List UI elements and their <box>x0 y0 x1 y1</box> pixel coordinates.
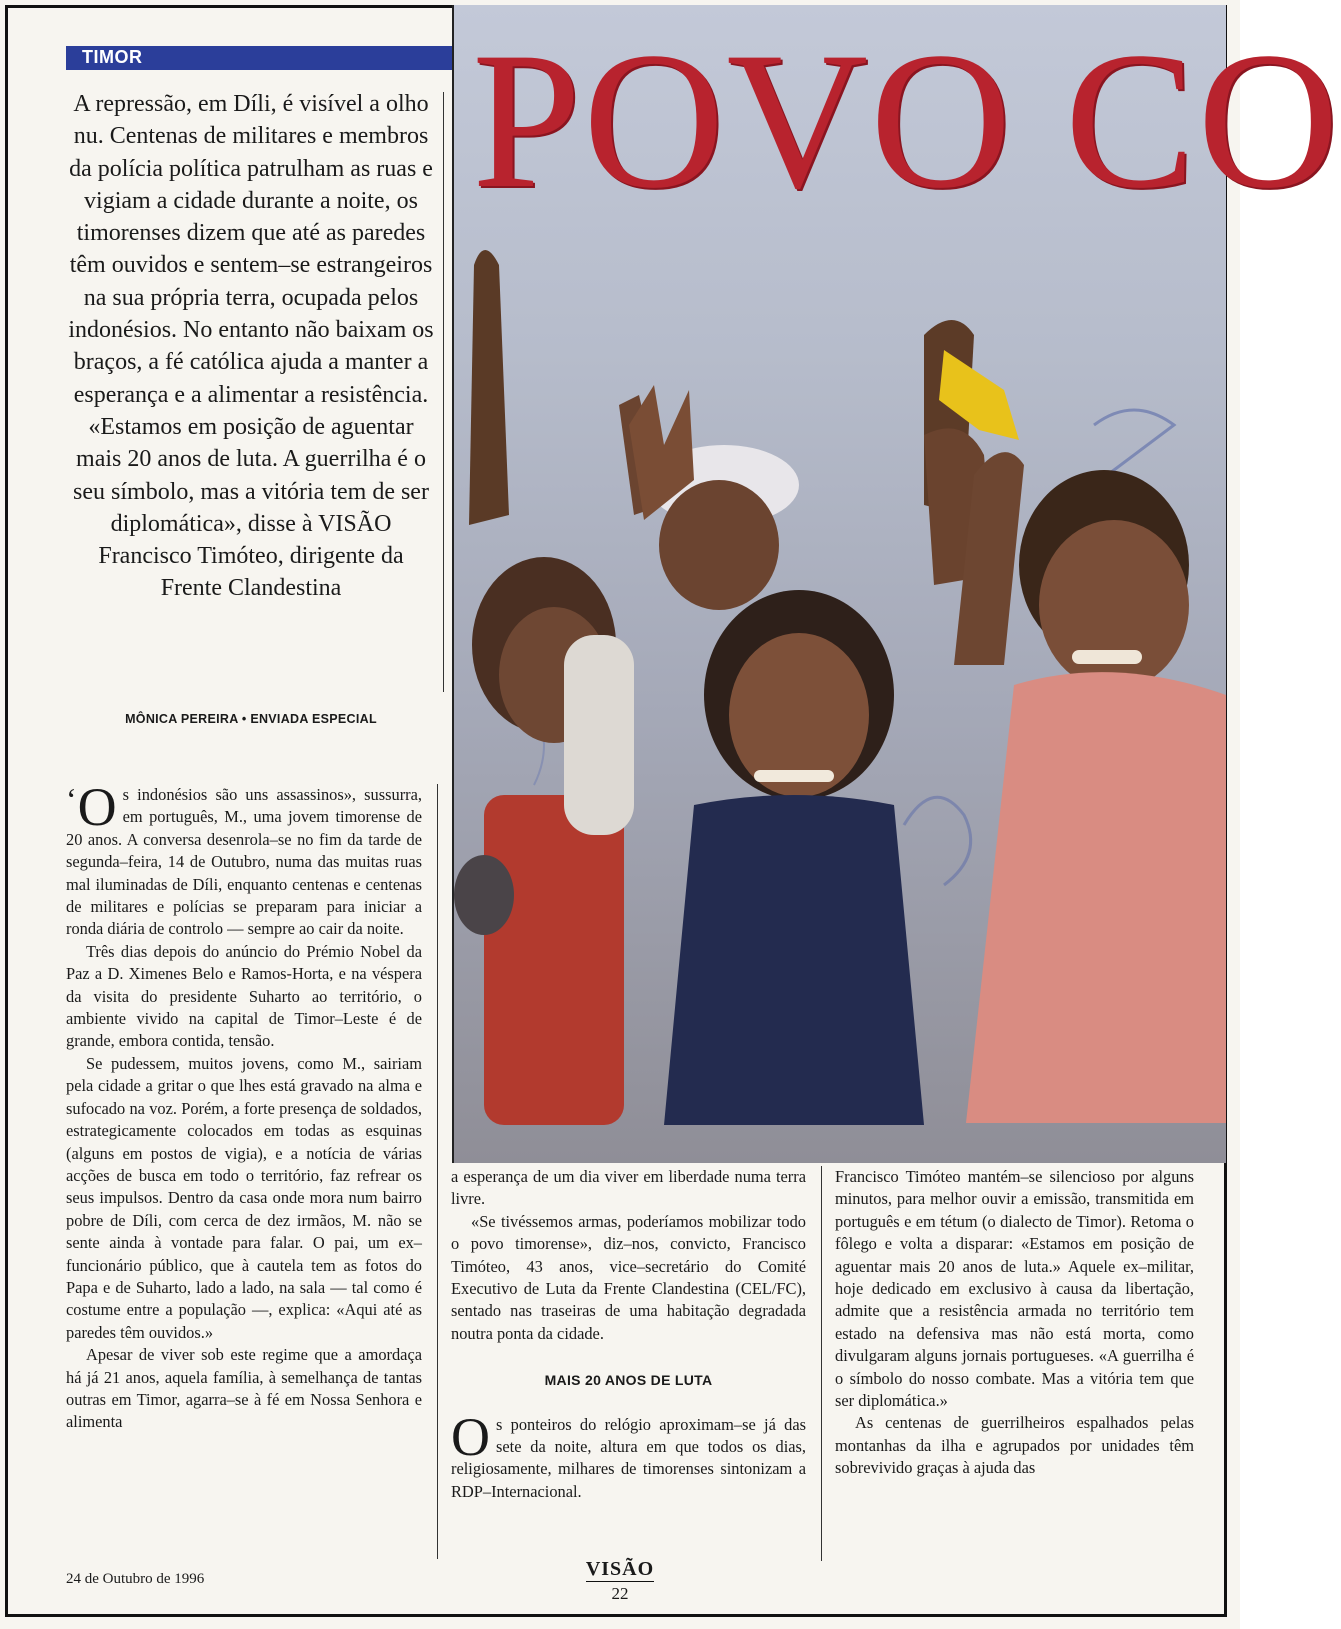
byline: MÔNICA PEREIRA • ENVIADA ESPECIAL <box>125 712 377 726</box>
section-label: TIMOR <box>82 47 143 67</box>
column-1-paragraph-2: Três dias depois do anúncio do Prémio Nobel da Paz a D. Ximenes Belo e Ramos-Horta, e na véspera da visita do presidente Suharto ao território, o ambiente vivido na capital de Timor–Leste é de grande, embora contida, tensão. <box>66 941 422 1051</box>
issue-date: 24 de Outubro de 1996 <box>66 1571 205 1587</box>
dek-divider <box>443 92 444 692</box>
paragraph-text: s indonésios são uns assassinos», sussurra, em português, M., uma jovem timorense de 20 anos. A conversa desenrola–se no fim da tarde de segunda–feira, 14 de Outubro, numa das muitas ruas mal iluminadas de Díli, enquanto centenas e centenas de militares e polícias se preparam para iniciar a ronda diária de controlo — sempre ao cair da noite. <box>66 785 422 939</box>
column-1 <box>66 777 422 1554</box>
lead-photo <box>452 5 1341 1163</box>
section-tag <box>66 46 456 70</box>
opening-quote: ‘ <box>66 781 77 817</box>
magazine-name: VISÃO <box>585 1558 655 1580</box>
headline: POVO CO <box>472 12 1341 229</box>
column-2-paragraph-1: a esperança de um dia viver em liberdade numa terra livre. <box>451 1167 806 1209</box>
paragraph-text: s ponteiros do relógio aproximam–se já das sete da noite, altura em que todos os dias, religiosamente, milhares de timorenses sintonizam a RDP–Internacional. <box>451 1414 806 1501</box>
article-dek: A repressão, em Díli, é visível a olho nu. Centenas de militares e membros da polícia política patrulham as ruas e vigiam a cidade durante a noite, os timorenses dizem que até as paredes têm ouvidos e sentem–se estrangeiros na sua própria terra, ocupada pelos indonésios. No entanto não baixam os braços, a fé católica ajuda a manter a esperança e a alimentar a resistência. «Estamos em posição de aguentar mais 20 anos de luta. A guerrilha é o seu símbolo, mas a vitória tem de ser diplomática», disse à VISÃO Francisco Timóteo, dirigente da Frente Clandestina <box>68 91 434 602</box>
column-3-paragraph-1: Francisco Timóteo mantém–se silencioso por alguns minutos, para melhor ouvir a emissão, transmitida em português e em tétum (o dialecto de Timor). Retoma o fôlego e volta a disparar: «Estamos em posição de aguentar mais 20 anos de luta.» Aquele ex–militar, hoje dedicado em exclusivo à causa da libertação, admite que a resistência armada no território tem estado na defensiva mas não está morta, como divulgaram alguns jornais portugueses. «A guerrilha é o símbolo do nosso combate. Mas a vitória tem que ser diplomática.» <box>835 1167 1194 1411</box>
column-1-paragraph-4: Apesar de viver sob este regime que a amordaça há já 21 anos, aquela família, à semelhança de tantas outras em Timor, agarra–se à fé em Nossa Senhora e alimenta <box>66 1345 422 1432</box>
column-3 <box>835 1166 1194 1556</box>
subhead: MAIS 20 ANOS DE LUTA <box>544 1372 713 1389</box>
column-1-paragraph-3: Se pudessem, muitos jovens, como M., sairiam pela cidade a gritar o que lhes está gravado na alma e sufocado na voz. Porém, a forte presença de soldados, estrategicamente colocados em todas as esquinas (alguns em postos de vigia), e a notícia de várias acções de busca em todo o território, faz refrear os seus impulsos. Dentro da casa onde mora num bairro pobre de Díli, com cerca de dez irmãos, M. não se sente ainda à vontade para falar. O pai, um ex–funcionário público, que à cautela tem as fotos do Papa e de Suharto, lado a lado, na sala — tal como é costume entre a população —, explica: «Aqui até as paredes têm ouvidos.» <box>66 1053 422 1342</box>
column-3-paragraph-2: As centenas de guerrilheiros espalhados pelas montanhas da ilha e agrupados por unidades têm sobrevivido graças à ajuda das <box>835 1413 1194 1478</box>
dropcap-o: O <box>451 1406 490 1467</box>
column-divider <box>821 1166 822 1561</box>
column-1-paragraph-1 <box>66 777 422 941</box>
column-2-paragraph-3 <box>451 1406 806 1504</box>
page-number: 22 <box>611 1584 629 1603</box>
folio <box>560 1558 680 1604</box>
column-2-paragraph-2: «Se tivéssemos armas, poderíamos mobilizar todo o povo timorense», diz–nos, convicto, Francisco Timóteo, 43 anos, vice–secretário do Comité Executivo de Luta da Frente Clandestina (CEL/FC), sentado nas traseiras de uma habitação degradada noutra ponta da cidade. <box>451 1211 806 1343</box>
column-2 <box>451 1166 806 1556</box>
dropcap-o: O <box>77 777 117 837</box>
column-divider <box>437 784 438 1559</box>
